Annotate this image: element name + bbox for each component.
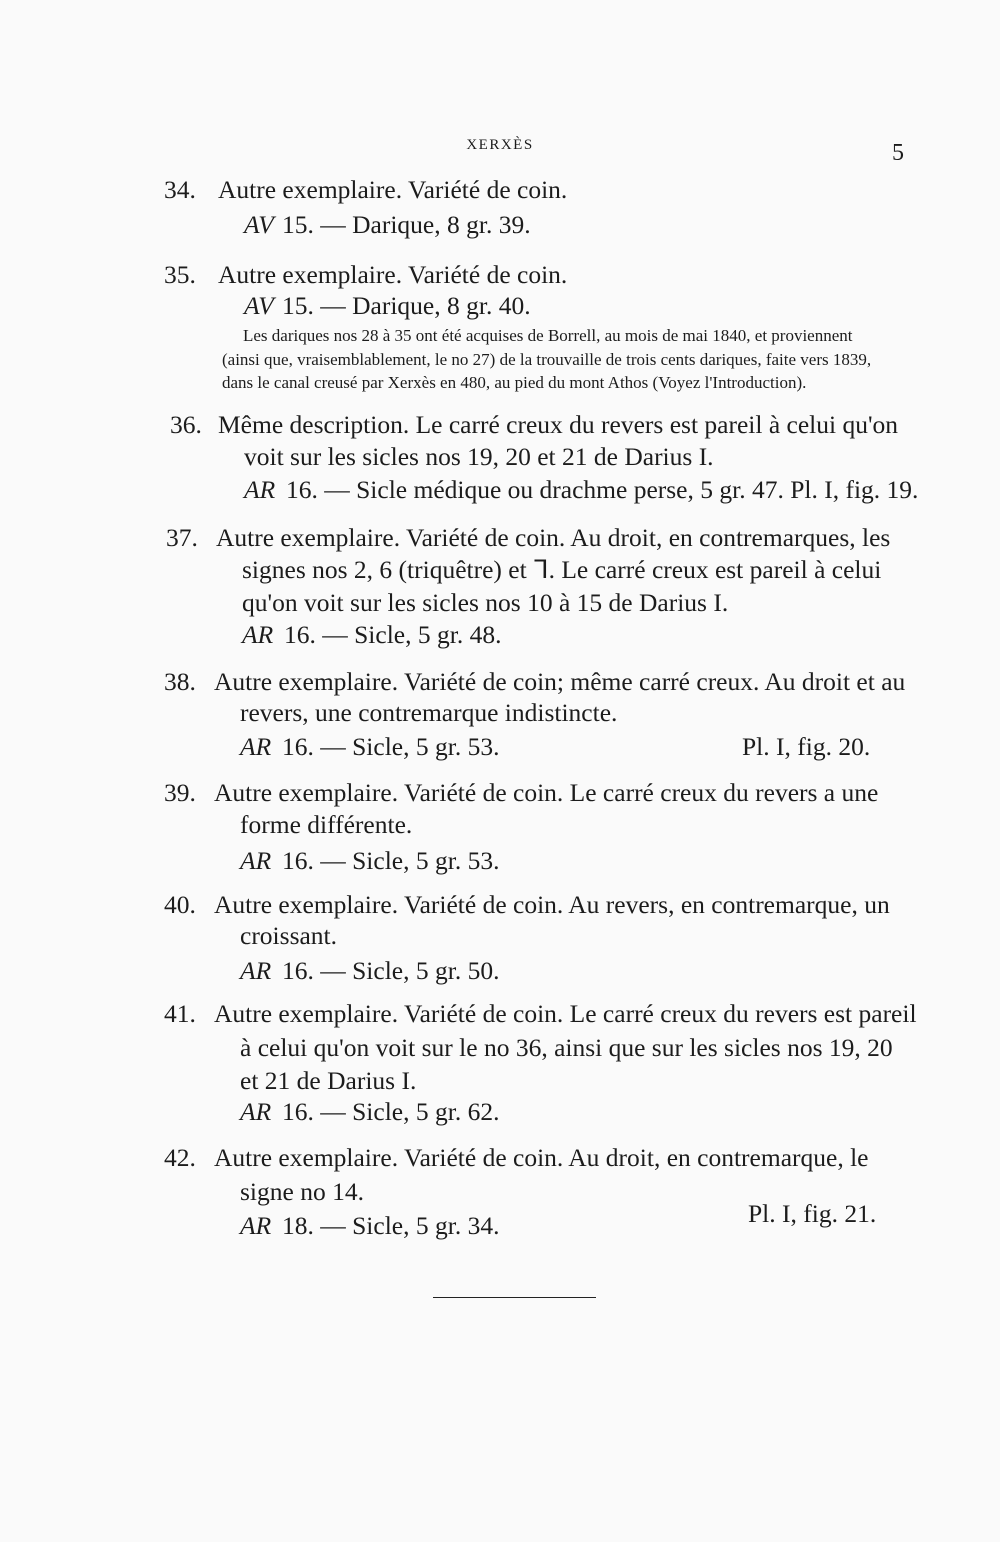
note-line: Les dariques nos 28 à 35 ont été acquises de Borrell, au mois de mai 1840, et proviennent bbox=[243, 326, 853, 345]
entry-text-line: Même description. Le carré creux du revers est pareil à celui qu'on bbox=[218, 410, 899, 439]
entry-weight: 18. — Sicle, 5 gr. 34. bbox=[282, 1211, 500, 1240]
metal-abbrev: AR bbox=[240, 732, 272, 761]
running-header: XERXÈS bbox=[466, 137, 534, 153]
entry-weight: 16. — Sicle, 5 gr. 53. bbox=[282, 732, 500, 761]
metal-abbrev: AR bbox=[240, 956, 272, 985]
entry-text-line: Autre exemplaire. Variété de coin. Au droit, en contremarques, les bbox=[216, 523, 891, 552]
entry-weight: 15. — Darique, 8 gr. 40. bbox=[282, 291, 531, 320]
entry-text-line: Autre exemplaire. Variété de coin. Le carré creux du revers est pareil bbox=[214, 999, 917, 1028]
entry-number: 34. bbox=[164, 175, 196, 204]
entry-weight: 16. — Sicle, 5 gr. 48. bbox=[284, 620, 502, 649]
note-line: dans le canal creusé par Xerxès en 480, au pied du mont Athos (Voyez l'Introduction). bbox=[222, 373, 807, 392]
entry-number: 42. bbox=[164, 1143, 196, 1172]
entry-number: 35. bbox=[164, 260, 196, 289]
entry-text-line: croissant. bbox=[240, 921, 338, 950]
entry-text-line: Autre exemplaire. Variété de coin. Au revers, en contremarque, un bbox=[214, 890, 890, 919]
entry-text-line: et 21 de Darius I. bbox=[240, 1066, 417, 1095]
entry-text-line: forme différente. bbox=[240, 810, 413, 839]
metal-abbrev: AR bbox=[244, 475, 276, 504]
entry-weight: 16. — Sicle, 5 gr. 62. bbox=[282, 1097, 500, 1126]
metal-abbrev: AR bbox=[240, 1097, 272, 1126]
entry-text-line: qu'on voit sur les sicles nos 10 à 15 de Darius I. bbox=[242, 588, 729, 617]
entry-text-line: Autre exemplaire. Variété de coin. bbox=[218, 175, 568, 204]
metal-abbrev: AV bbox=[244, 210, 274, 239]
entry-number: 41. bbox=[164, 999, 196, 1028]
metal-abbrev: AR bbox=[240, 1211, 272, 1240]
entry-text-line: voit sur les sicles nos 19, 20 et 21 de Darius I. bbox=[244, 442, 714, 471]
metal-abbrev: AR bbox=[242, 620, 274, 649]
metal-abbrev: AR bbox=[240, 846, 272, 875]
entry-number: 38. bbox=[164, 667, 196, 696]
entry-text-line: Autre exemplaire. Variété de coin. Le carré creux du revers a une bbox=[214, 778, 879, 807]
entry-number: 39. bbox=[164, 778, 196, 807]
entry-text-line: Autre exemplaire. Variété de coin; même carré creux. Au droit et au bbox=[214, 667, 906, 696]
entry-text-line: Autre exemplaire. Variété de coin. Au droit, en contremarque, le bbox=[214, 1143, 869, 1172]
entry-text-line: revers, une contremarque indistincte. bbox=[240, 698, 618, 727]
entry-weight: 15. — Darique, 8 gr. 39. bbox=[282, 210, 531, 239]
entry-text-line: signes nos 2, 6 (triquêtre) et ᒣ. Le carré creux est pareil à celui bbox=[242, 555, 882, 584]
entry-number: 40. bbox=[164, 890, 196, 919]
entry-text-line: signe no 14. bbox=[240, 1177, 364, 1206]
entry-weight: 16. — Sicle médique ou drachme perse, 5 gr. 47. Pl. I, fig. 19. bbox=[286, 475, 919, 504]
entry-text-line: Autre exemplaire. Variété de coin. bbox=[218, 260, 568, 289]
entry-number: 36. bbox=[170, 410, 202, 439]
entry-weight: 16. — Sicle, 5 gr. 53. bbox=[282, 846, 500, 875]
entry-number: 37. bbox=[166, 523, 198, 552]
section-end-rule bbox=[433, 1297, 596, 1298]
entry-weight: 16. — Sicle, 5 gr. 50. bbox=[282, 956, 500, 985]
entry-text-line: à celui qu'on voit sur le no 36, ainsi que sur les sicles nos 19, 20 bbox=[240, 1033, 893, 1062]
plate-reference: Pl. I, fig. 21. bbox=[748, 1199, 877, 1228]
page-number: 5 bbox=[892, 140, 904, 166]
note-line: (ainsi que, vraisemblablement, le no 27) de la trouvaille de trois cents dariques, faite vers 1839, bbox=[222, 350, 872, 369]
plate-reference: Pl. I, fig. 20. bbox=[742, 732, 871, 761]
metal-abbrev: AV bbox=[244, 291, 274, 320]
